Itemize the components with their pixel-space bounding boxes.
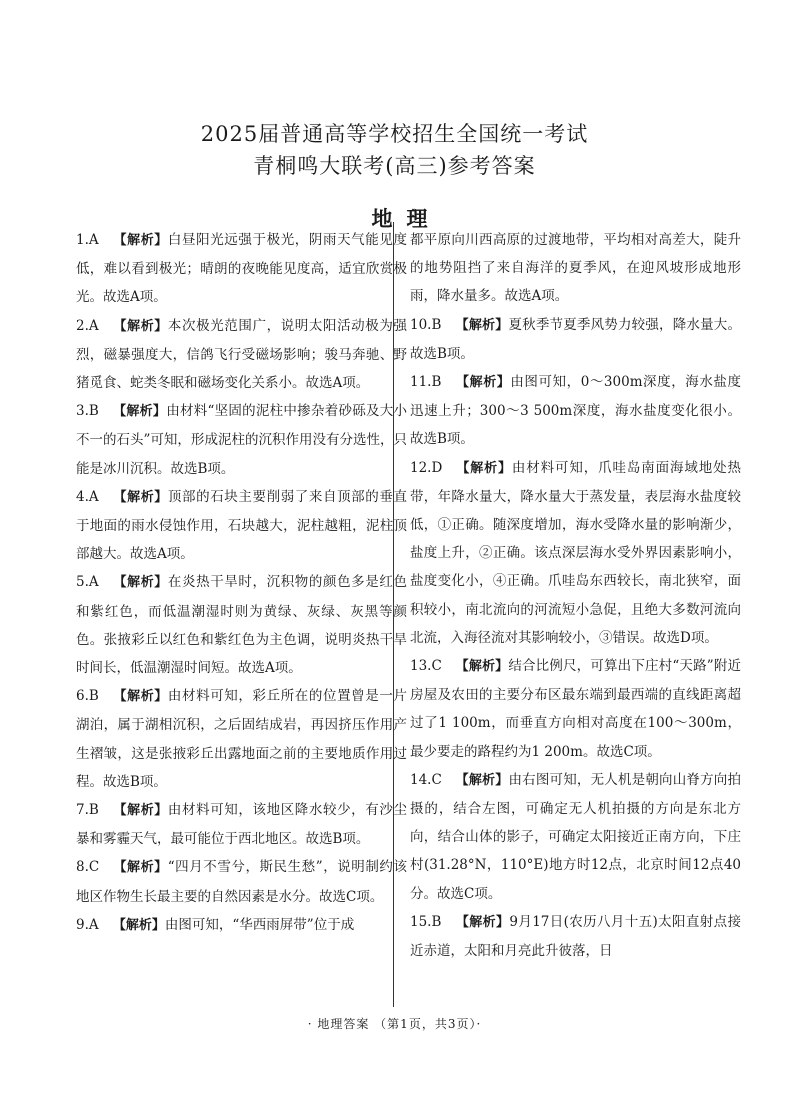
answer-item	[76, 568, 407, 682]
answer-item	[76, 911, 407, 940]
question-number: 10.	[410, 316, 432, 333]
right-answer-column	[410, 226, 741, 965]
question-number: 4.	[76, 488, 89, 505]
answer-letter: A	[88, 488, 99, 505]
analysis-text: 结合比例尺，可算出下庄村“天路”附近房屋及农田的主要分布区最东端到最西端的直线距离超过了1 100m，而垂直方向相对高度在100～300m，最少要走的路程约为1 200m。故选C项。	[410, 658, 741, 760]
analysis-text: 顶部的石块主要削弱了来自顶部的垂直于地面的雨水侵蚀作用，石块越大，泥柱越粗，泥柱顶部越大。故选A项。	[76, 488, 407, 563]
page-title-line2: 青桐鸣大联考(高三)参考答案	[253, 154, 536, 178]
answer-item	[410, 368, 741, 454]
analysis-text: 由材料可知，彩丘所在的位置曾是一片湖泊，属于湖相沉积，之后固结成岩，再因挤压作用产生褶皱，这是张掖彩丘出露地面之前的主要地质作用过程。故选B项。	[76, 688, 407, 790]
answer-item	[76, 796, 407, 853]
analysis-text: 夏秋季节夏季风势力较强，降水量大。故选B项。	[410, 316, 741, 362]
answer-item	[410, 766, 741, 908]
analysis-text: 在炎热干旱时，沉积物的颜色多是红色和紫红色，而低温潮湿时则为黄绿、灰绿、灰黑等颜色。张掖彩丘以红色和紫红色为主色调，说明炎热干旱时间长，低温潮湿时间短。故选A项。	[76, 574, 407, 677]
answer-item	[76, 397, 407, 483]
analysis-tag: 【解析】	[455, 375, 511, 391]
column-divider	[393, 222, 394, 1007]
analysis-tag: 【解析】	[112, 489, 168, 505]
analysis-text: 由材料可知，爪哇岛南面海域地处热带，年降水量大，降水量大于蒸发量，表层海水盐度较低，①正确。随深度增加，海水受降水量的影响渐少，盐度上升，②正确。该点深层海水受外界因素影响小，盐度变化小，④正确。爪哇岛东西较长，南北狭窄，面积较小，南北流向的河流短小急促，且绝大多数河流向北流，入海径流对其影响较小，③错误。故选D项。	[410, 459, 741, 646]
question-number: 7.	[76, 802, 89, 819]
answer-letter: C	[431, 658, 442, 675]
question-number: 9.	[76, 916, 89, 933]
answer-letter: B	[88, 403, 99, 420]
answer-item	[76, 853, 407, 910]
analysis-text: 由材料可知，该地区降水较少，有沙尘暴和雾霾天气，最可能位于西北地区。故选B项。	[76, 802, 407, 848]
answer-item	[410, 454, 741, 652]
answer-letter: A	[88, 574, 99, 591]
answer-letter: D	[431, 459, 443, 476]
question-number: 5.	[76, 574, 89, 591]
answer-letter: C	[88, 859, 100, 876]
analysis-tag: 【解析】	[112, 575, 168, 591]
question-number: 14.	[410, 771, 432, 788]
analysis-tag: 【解析】	[455, 317, 509, 333]
analysis-text: 由右图可知，无人机是朝向山脊方向拍摄的，结合左图，可确定无人机拍摄的方向是东北方向，结合山体的影子，可确定太阳接近正南方向，下庄村(31.28°N，110°E)地方时12点，北京时间12点40分。故选C项。	[410, 771, 741, 902]
question-number: 11.	[410, 374, 432, 391]
analysis-tag: 【解析】	[112, 917, 165, 933]
analysis-tag: 【解析】	[112, 318, 168, 334]
answer-item	[76, 483, 407, 569]
answer-letter: B	[88, 688, 99, 705]
analysis-text: 由图可知，0～300m深度，海水盐度迅速上升；300～3 500m深度，海水盐度变化很小。故选B项。	[410, 374, 741, 448]
analysis-tag: 【解析】	[455, 659, 509, 675]
answer-item	[410, 311, 741, 368]
question-number: 12.	[410, 459, 432, 476]
analysis-text: 本次极光范围广，说明太阳活动极为强烈，磁暴强度大，信鸽飞行受磁场影响；骏马奔驰、野猪觅食、蛇类冬眠和磁场变化关系小。故选A项。	[76, 317, 407, 392]
answer-item	[410, 652, 741, 766]
answer-item	[76, 226, 407, 312]
analysis-tag: 【解析】	[112, 404, 167, 420]
analysis-text: 都平原向川西高原的过渡地带，平均相对高差大，陡升的地势阻挡了来自海洋的夏季风，在迎风坡形成地形雨，降水量多。故选A项。	[410, 232, 741, 305]
analysis-text: “四月不雪兮，斯民生愁”，说明制约该地区作物生长最主要的自然因素是水分。故选C项。	[76, 859, 407, 905]
question-number: 8.	[76, 859, 89, 876]
answer-letter: A	[88, 916, 99, 933]
analysis-text: 9月17日(农历八月十五)太阳直射点接近赤道，太阳和月亮此升彼落，日	[410, 913, 741, 960]
page-title-line1: 2025届普通高等学校招生全国统一考试	[200, 122, 589, 146]
answer-letter: A	[88, 232, 99, 248]
left-answer-column	[76, 226, 407, 940]
answer-letter: B	[431, 316, 442, 333]
analysis-text: 由材料“坚固的泥柱中掺杂着砂砾及大小不一的石头”可知，形成泥柱的沉积作用没有分选性，只能是冰川沉积。故选B项。	[76, 403, 407, 477]
answer-letter: B	[88, 802, 99, 819]
question-number: 15.	[410, 913, 432, 930]
answer-item	[76, 682, 407, 796]
answer-item	[410, 908, 741, 965]
page-footer: · 地理答案 （第1页，共3页）·	[307, 1017, 482, 1031]
question-number: 2.	[76, 317, 89, 334]
answer-letter: B	[431, 374, 442, 391]
question-number: 6.	[76, 688, 89, 705]
answer-letter: A	[88, 317, 99, 334]
analysis-text: 白昼阳光远强于极光，阴雨天气能见度低，难以看到极光；晴朗的夜晚能见度高，适宜欣赏极光。故选A项。	[76, 232, 407, 306]
question-number: 3.	[76, 403, 89, 420]
analysis-tag: 【解析】	[112, 803, 168, 819]
answer-item	[410, 226, 741, 311]
analysis-text: 由图可知，“华西雨屏带”位于成	[164, 916, 355, 933]
answer-item	[76, 312, 407, 398]
question-number: 13.	[410, 658, 432, 675]
answer-letter: C	[431, 771, 442, 788]
analysis-tag: 【解析】	[112, 860, 168, 876]
answer-letter: B	[431, 913, 442, 930]
question-number: 1.	[76, 232, 89, 248]
subject-heading: 地理	[371, 207, 442, 231]
analysis-tag: 【解析】	[455, 772, 509, 788]
analysis-tag: 【解析】	[455, 460, 512, 476]
analysis-tag: 【解析】	[112, 233, 168, 248]
analysis-tag: 【解析】	[455, 914, 510, 930]
analysis-tag: 【解析】	[112, 689, 168, 705]
